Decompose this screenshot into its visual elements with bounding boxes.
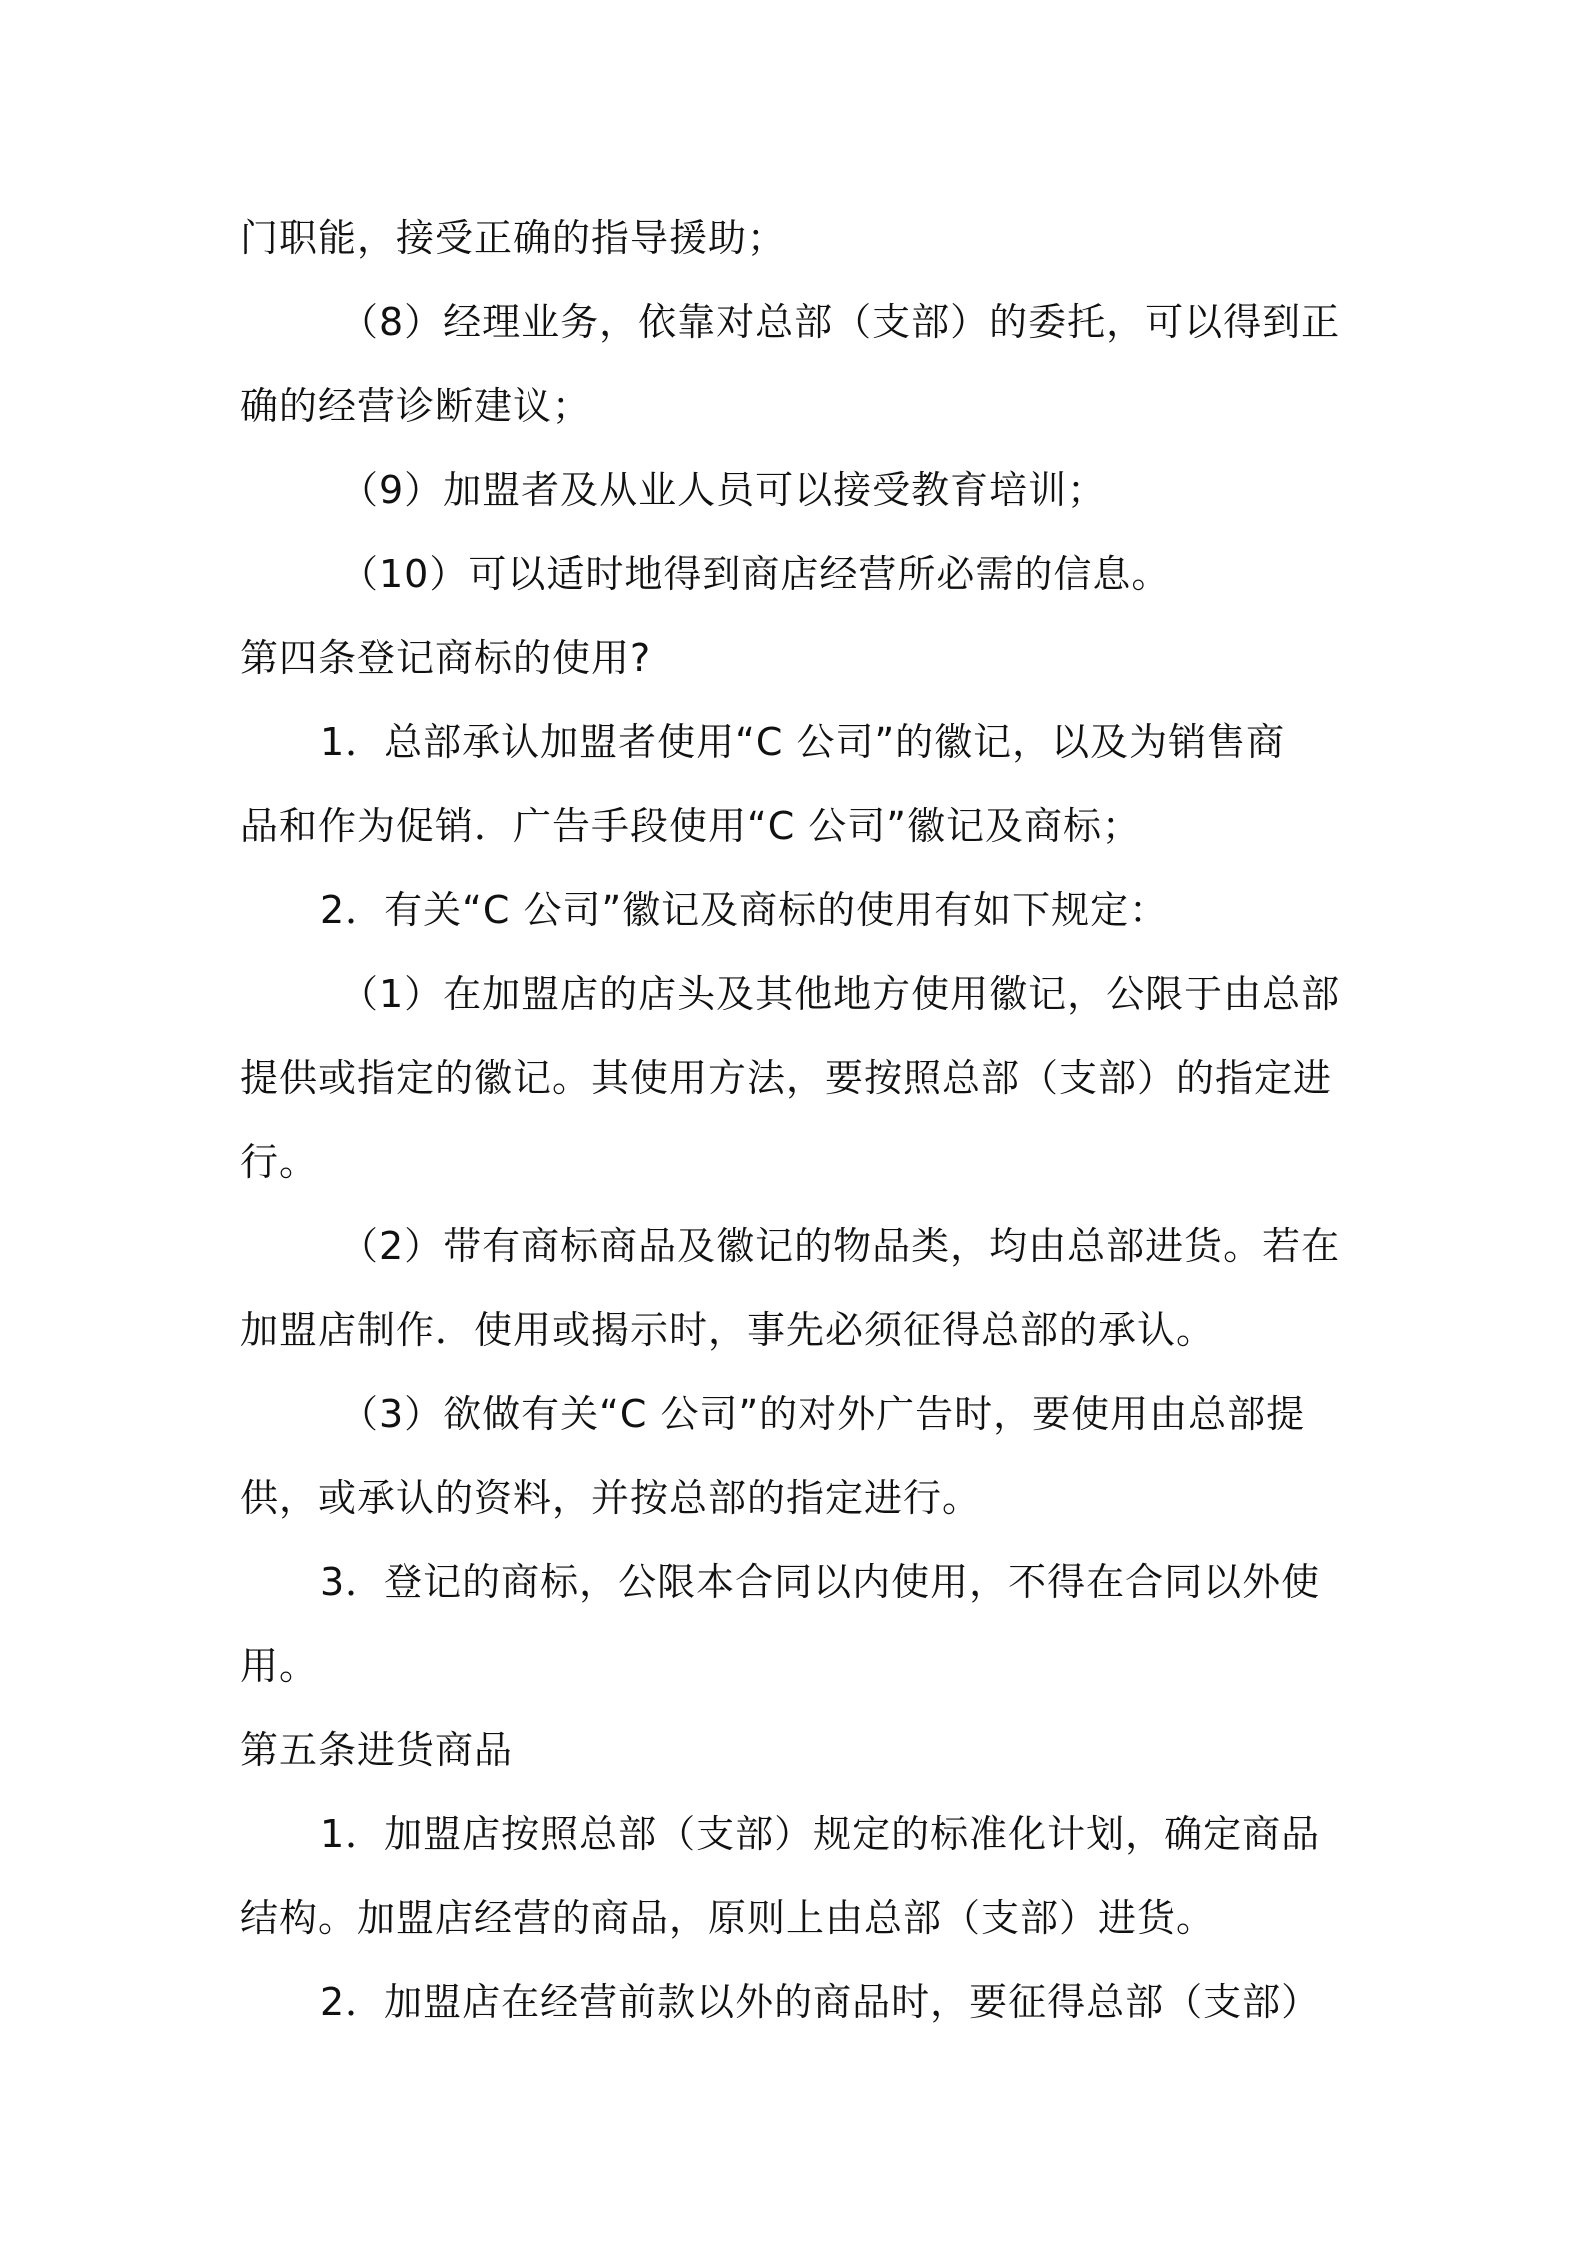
text-line: 行。 (240, 1140, 319, 1184)
section-heading: 第五条进货商品 (240, 1728, 514, 1772)
text-line: （1）在加盟店的店头及其他地方使用徽记，公限于由总部 (340, 972, 1341, 1016)
section-heading: 第四条登记商标的使用? (240, 636, 652, 680)
text-line: 1．总部承认加盟者使用“C 公司”的徽记，以及为销售商 (320, 720, 1286, 764)
text-line: （3）欲做有关“C 公司”的对外广告时，要使用由总部提 (340, 1392, 1306, 1436)
text-line: 确的经营诊断建议； (240, 384, 592, 428)
text-line: 提供或指定的徽记。其使用方法，要按照总部（支部）的指定进 (240, 1056, 1333, 1100)
text-line: 3．登记的商标，公限本合同以内使用，不得在合同以外使 (320, 1560, 1321, 1604)
document-body (240, 196, 1360, 2044)
text-line: （2）带有商标商品及徽记的物品类，均由总部进货。若在 (340, 1224, 1341, 1268)
text-line: 用。 (240, 1644, 319, 1688)
text-line: 结构。加盟店经营的商品，原则上由总部（支部）进货。 (240, 1896, 1216, 1940)
text-line: 品和作为促销．广告手段使用“C 公司”徽记及商标； (240, 804, 1141, 848)
text-line: （9）加盟者及从业人员可以接受教育培训； (340, 468, 1107, 512)
text-line: 加盟店制作．使用或揭示时，事先必须征得总部的承认。 (240, 1308, 1216, 1352)
text-line: （10）可以适时地得到商店经营所必需的信息。 (340, 552, 1171, 596)
text-line: 2．有关“C 公司”徽记及商标的使用有如下规定： (320, 888, 1169, 932)
text-line: 2．加盟店在经营前款以外的商品时，要征得总部（支部） (320, 1980, 1321, 2024)
text-line: （8）经理业务，依靠对总部（支部）的委托，可以得到正 (340, 300, 1341, 344)
text-line: 供，或承认的资料，并按总部的指定进行。 (240, 1476, 982, 1520)
text-line: 1．加盟店按照总部（支部）规定的标准化计划，确定商品 (320, 1812, 1321, 1856)
text-line: 门职能，接受正确的指导援助； (240, 216, 787, 260)
